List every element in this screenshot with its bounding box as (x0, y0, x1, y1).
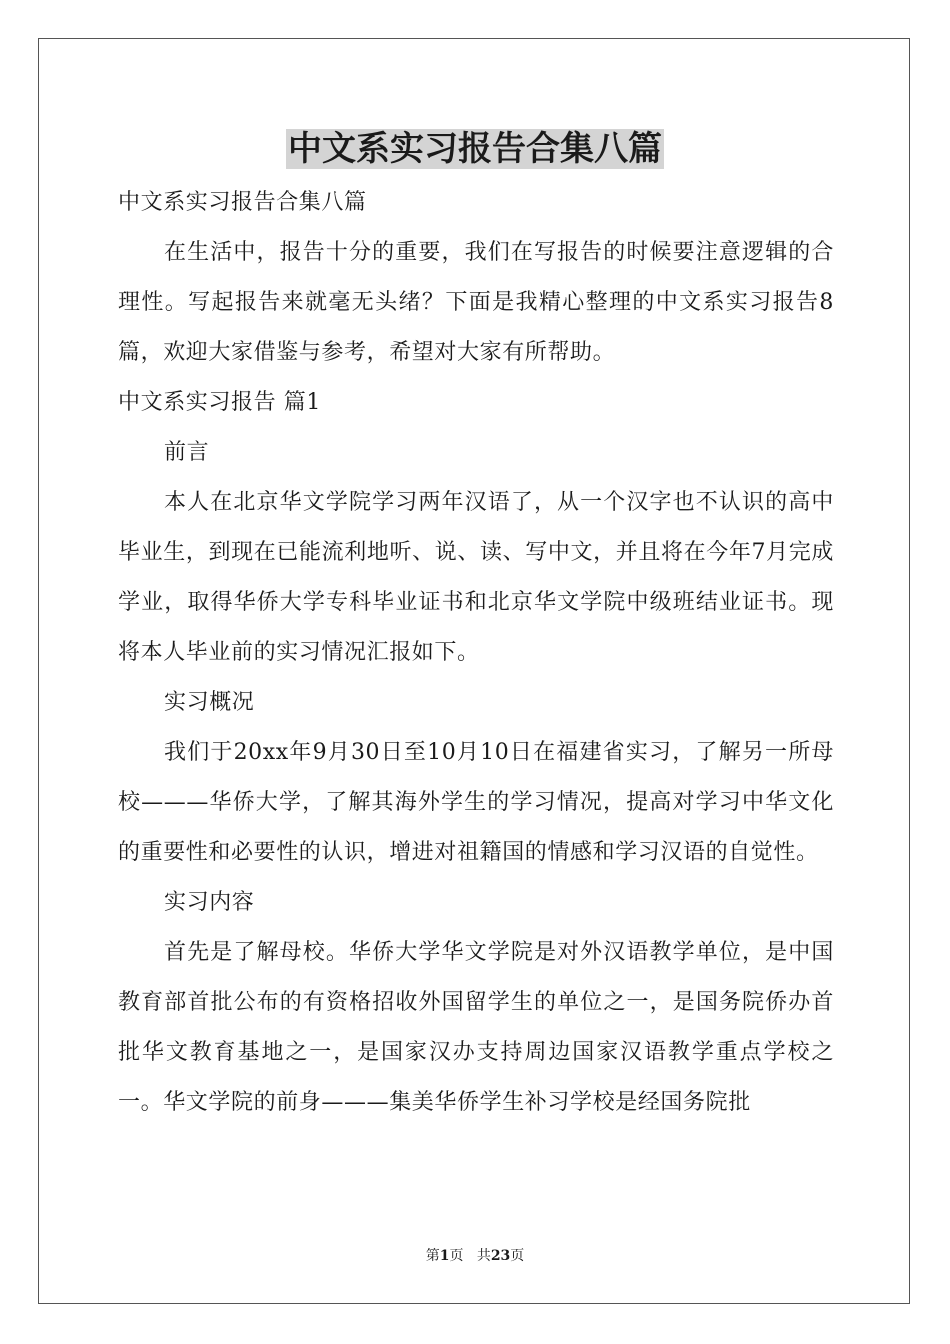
footer-page-current: 1 (439, 1248, 450, 1264)
footer-total-unit: 页 (510, 1248, 525, 1264)
subheading-content: 实习内容 (164, 890, 255, 915)
footer-total-prefix: 共 (476, 1248, 491, 1264)
document-title (0, 126, 950, 172)
document-title-text: 中文系实习报告合集八篇 (288, 129, 662, 169)
paragraph-content: 首先是了解母校。华侨大学华文学院是对外汉语教学单位，是中国教育部首批公布的有资格招收外国留学生的单位之一，是国务院侨办首批华文教育基地之一，是国家汉办支持周边国家汉语教学重点学校之一。华文学院的前身———集美华侨学生补习学校是经国务院批 (118, 940, 834, 1115)
footer-page-unit: 页 (449, 1248, 464, 1264)
subheading-overview: 实习概况 (164, 690, 255, 715)
paragraph-overview: 我们于20xx年9月30日至10月10日在福建省实习，了解另一所母校———华侨大学，了解其海外学生的学习情况，提高对学习中华文化的重要性和必要性的认识，增进对祖籍国的情感和学习汉语的自觉性。 (118, 740, 834, 865)
footer-page-total: 23 (490, 1248, 511, 1264)
subheading-preface: 前言 (164, 440, 210, 465)
document-body (118, 178, 834, 1128)
page-footer (0, 1246, 950, 1266)
paragraph-intro: 在生活中，报告十分的重要，我们在写报告的时候要注意逻辑的合理性。写起报告来就毫无头绪？下面是我精心整理的中文系实习报告8篇，欢迎大家借鉴与参考，希望对大家有所帮助。 (118, 240, 834, 365)
section-heading-1: 中文系实习报告 篇1 (118, 390, 321, 415)
paragraph-heading-repeat: 中文系实习报告合集八篇 (118, 190, 367, 215)
footer-page-prefix: 第 (425, 1248, 440, 1264)
paragraph-preface: 本人在北京华文学院学习两年汉语了，从一个汉字也不认识的高中毕业生，到现在已能流利地听、说、读、写中文，并且将在今年7月完成学业，取得华侨大学专科毕业证书和北京华文学院中级班结业证书。现将本人毕业前的实习情况汇报如下。 (118, 490, 834, 665)
